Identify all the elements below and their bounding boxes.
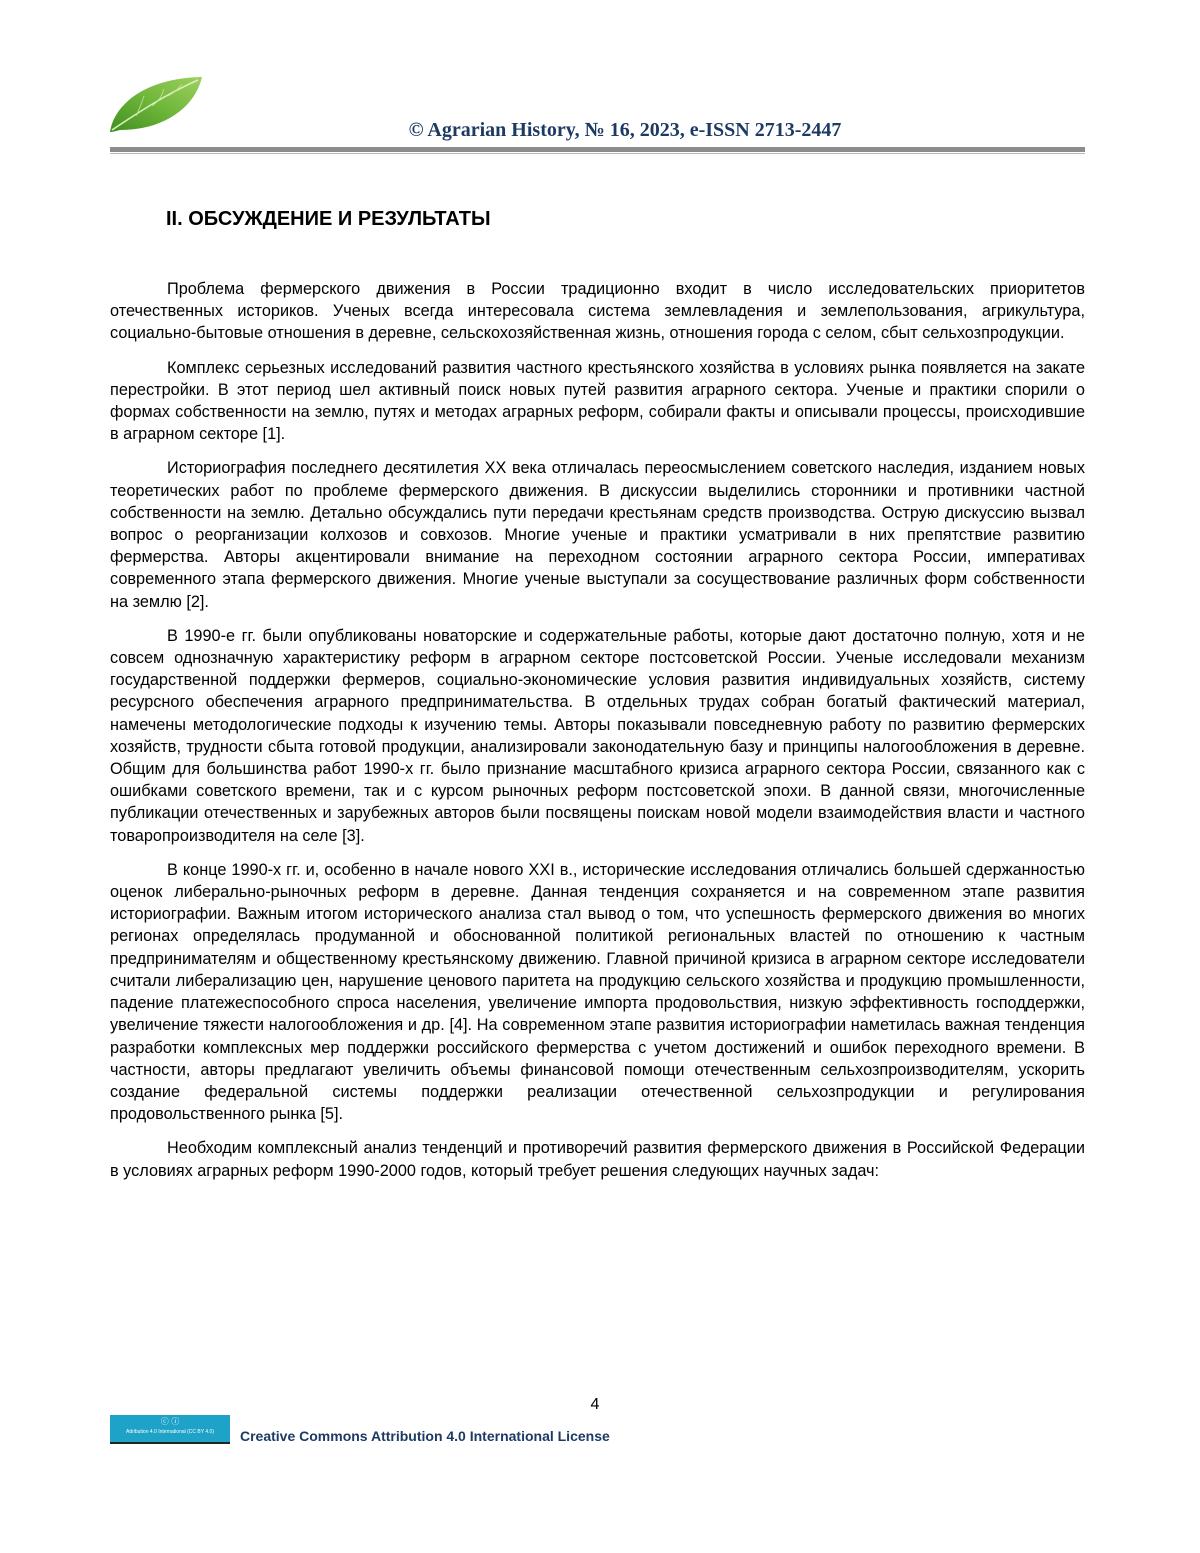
page-number: 4	[590, 1396, 600, 1413]
journal-title: © Agrarian History, № 16, 2023, e-ISSN 2713-2447	[408, 119, 842, 141]
paragraph: В 1990-е гг. были опубликованы новаторские и содержательные работы, которые дают достаточно полную, хотя и не совсем однозначную характеристику реформ в аграрном секторе постсоветской России. Ученые исследовали механизм государственной поддержки фермеров, социально-экономические условия развития индивидуальных хозяйств, систему ресурсного обеспечения аграрного предпринимательства. В отдельных трудах собран богатый фактический материал, намечены методологические подходы к изучению темы. Авторы показывали повседневную работу по развитию фермерских хозяйств, трудности сбыта готовой продукции, анализировали законодательную базу и принципы налогообложения в деревне. Общим для большинства работ 1990-х гг. было признание масштабного кризиса аграрного сектора России, связанного как с ошибками советского времени, так и с курсом рыночных реформ постсоветской эпохи. В данной связи, многочисленные публикации отечественных и зарубежных авторов были посвящены поискам новой модели взаимодействия власти и частного товаропроизводителя на селе [3].	[110, 626, 1085, 845]
cc-badge-text: Attribution 4.0 International (CC BY 4.0)	[125, 1429, 214, 1435]
paragraph: Проблема фермерского движения в России традиционно входит в число исследовательских приоритетов отечественных историков. Ученых всегда интересовала система землевладения и землепользования, агрикультура, социально-бытовые отношения в деревне, сельскохозяйственная жизнь, отношения города с селом, сбыт сельхозпродукции.	[110, 280, 1085, 343]
license-link[interactable]: Creative Commons Attribution 4.0 International License	[240, 1428, 610, 1444]
paragraph: Необходим комплексный анализ тенденций и противоречий развития фермерского движения в Российской Федерации в условиях аграрных реформ 1990-2000 годов, который требует решения следующих научных задач:	[110, 1139, 1085, 1180]
section-heading: II. ОБСУЖДЕНИЕ И РЕЗУЛЬТАТЫ	[166, 208, 491, 230]
paragraph: Комплекс серьезных исследований развития частного крестьянского хозяйства в условиях рынка появляется на закате перестройки. В этот период шел активный поиск новых путей развития аграрного сектора. Ученые и практики спорили о формах собственности на землю, путях и методах аграрных реформ, собирали факты и описывали процессы, происходившие в аграрном секторе [1].	[110, 358, 1085, 444]
cc-license-badge[interactable]	[110, 1415, 230, 1444]
header-divider-thin	[110, 153, 1085, 154]
paragraph: Историография последнего десятилетия XX века отличалась переосмыслением советского наследия, изданием новых теоретических работ по проблеме фермерского движения. В дискуссии выделились сторонники и противники частной собственности на землю. Детально обсуждались пути передачи крестьянам средств производства. Острую дискуссию вызвал вопрос о реорганизации колхозов и совхозов. Многие ученые и практики усматривали в них препятствие развитию фермерства. Авторы акцентировали внимание на переходном состоянии аграрного сектора России, императивах современного этапа фермерского движения. Многие ученые выступали за сосуществование различных форм собственности на землю [2].	[110, 459, 1085, 611]
paragraph: В конце 1990-х гг. и, особенно в начале нового XXI в., исторические исследования отличались большей сдержанностью оценок либерально-рыночных реформ в деревне. Данная тенденция сохраняется и на современном этапе развития историографии. Важным итогом исторического анализа стал вывод о том, что успешность фермерского движения во многих регионах определялась продуманной и обоснованной политикой региональных властей по отношению к частным предпринимателям и общественному крестьянскому движению. Главной причиной кризиса в аграрном секторе исследователи считали либерализацию цен, нарушение ценового паритета на продукцию сельского хозяйства и продукцию промышленности, падение платежеспособного спроса населения, увеличение импорта продовольствия, низкую эффективность господдержки, увеличение тяжести налогообложения и др. [4]. На современном этапе развития историографии наметилась важная тенденция разработки комплексных мер поддержки российского фермерства с учетом достижений и ошибок переходного времени. В частности, авторы предлагают увеличить объемы финансовой помощи отечественным сельхозпроизводителям, ускорить создание федеральной системы поддержки реализации отечественной сельхозпродукции и регулирования продовольственного рынка [5].	[110, 860, 1085, 1124]
cc-by-icon: ⓒ ⓘ	[160, 1417, 180, 1426]
leaf-icon	[106, 74, 206, 136]
header-divider	[110, 147, 1085, 152]
article-body	[110, 278, 1085, 1194]
